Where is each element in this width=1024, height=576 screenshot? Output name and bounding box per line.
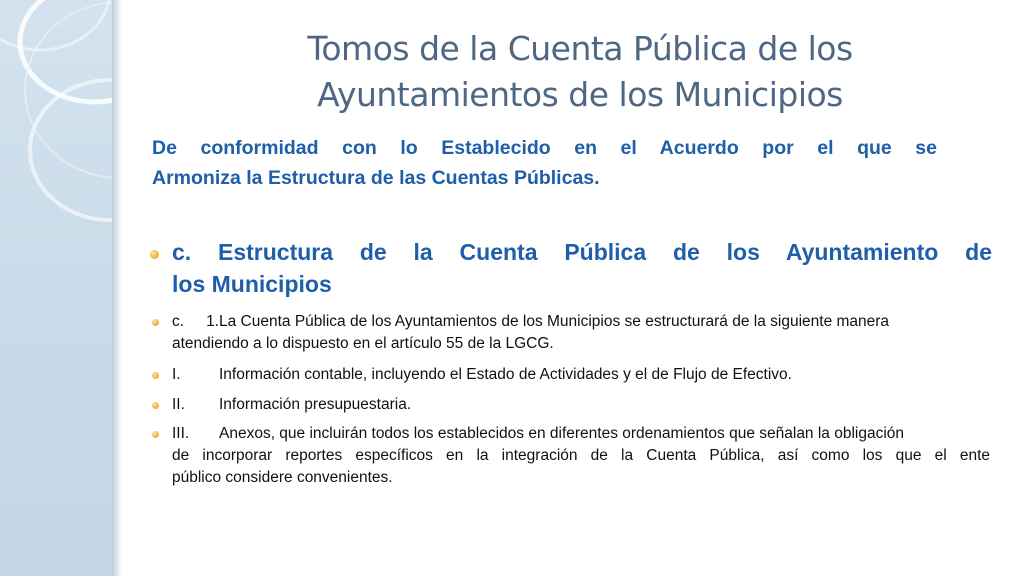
- list-item-number: I.: [172, 366, 181, 383]
- list-item-line: [172, 394, 990, 416]
- list-item: [172, 311, 990, 355]
- list-item-line: atendiendo a lo dispuesto en el artículo 55 de la LGCG.: [172, 335, 554, 352]
- decorative-rings-graphic: [0, 0, 112, 576]
- bullet-icon: [152, 402, 159, 409]
- list-item-text: Información presupuestaria.: [219, 396, 412, 413]
- intro-paragraph: [152, 133, 937, 193]
- bullet-icon: [150, 250, 159, 259]
- slide-title-line: Tomos de la Cuenta Pública de los: [307, 29, 853, 68]
- list-item-number: III.: [172, 425, 190, 442]
- list-item: [172, 364, 990, 386]
- list-item-text: Anexos, que incluirán todos los establecidos en diferentes ordenamientos que señalan la obligación: [219, 425, 905, 442]
- section-heading-line: c. Estructura de la Cuenta Pública de los Ayuntamiento de: [172, 239, 992, 265]
- list-item-line: público considere convenientes.: [172, 469, 393, 486]
- bullet-icon: [152, 431, 159, 438]
- list-item-number: II.: [172, 396, 185, 413]
- side-panel-shadow: [112, 0, 122, 576]
- list-item: [172, 423, 990, 489]
- bullet-icon: [152, 319, 159, 326]
- list-item-line: de incorporar reportes específicos en la integración de la Cuenta Pública, así como los que el ente: [172, 447, 990, 464]
- section-heading-line: los Municipios: [172, 271, 332, 297]
- intro-line: De conformidad con lo Establecido en el Acuerdo por el que se: [152, 137, 937, 159]
- list-item-text: La Cuenta Pública de los Ayuntamientos de los Municipios se estructurará de la siguiente manera: [219, 313, 890, 330]
- slide-title: [200, 26, 960, 118]
- slide-title-line: Ayuntamientos de los Municipios: [317, 75, 843, 114]
- bullet-icon: [152, 372, 159, 379]
- intro-line: Armoniza la Estructura de las Cuentas Públicas.: [152, 167, 600, 189]
- section-heading: [172, 236, 992, 300]
- list-item-line: [172, 423, 990, 445]
- list-item-line: [172, 364, 990, 386]
- list-item-line: [172, 311, 990, 333]
- decorative-side-panel: [0, 0, 112, 576]
- list-item-number: c. 1.: [172, 313, 219, 330]
- list-item: [172, 394, 990, 416]
- list-item-text: Información contable, incluyendo el Estado de Actividades y el de Flujo de Efectivo.: [219, 366, 792, 383]
